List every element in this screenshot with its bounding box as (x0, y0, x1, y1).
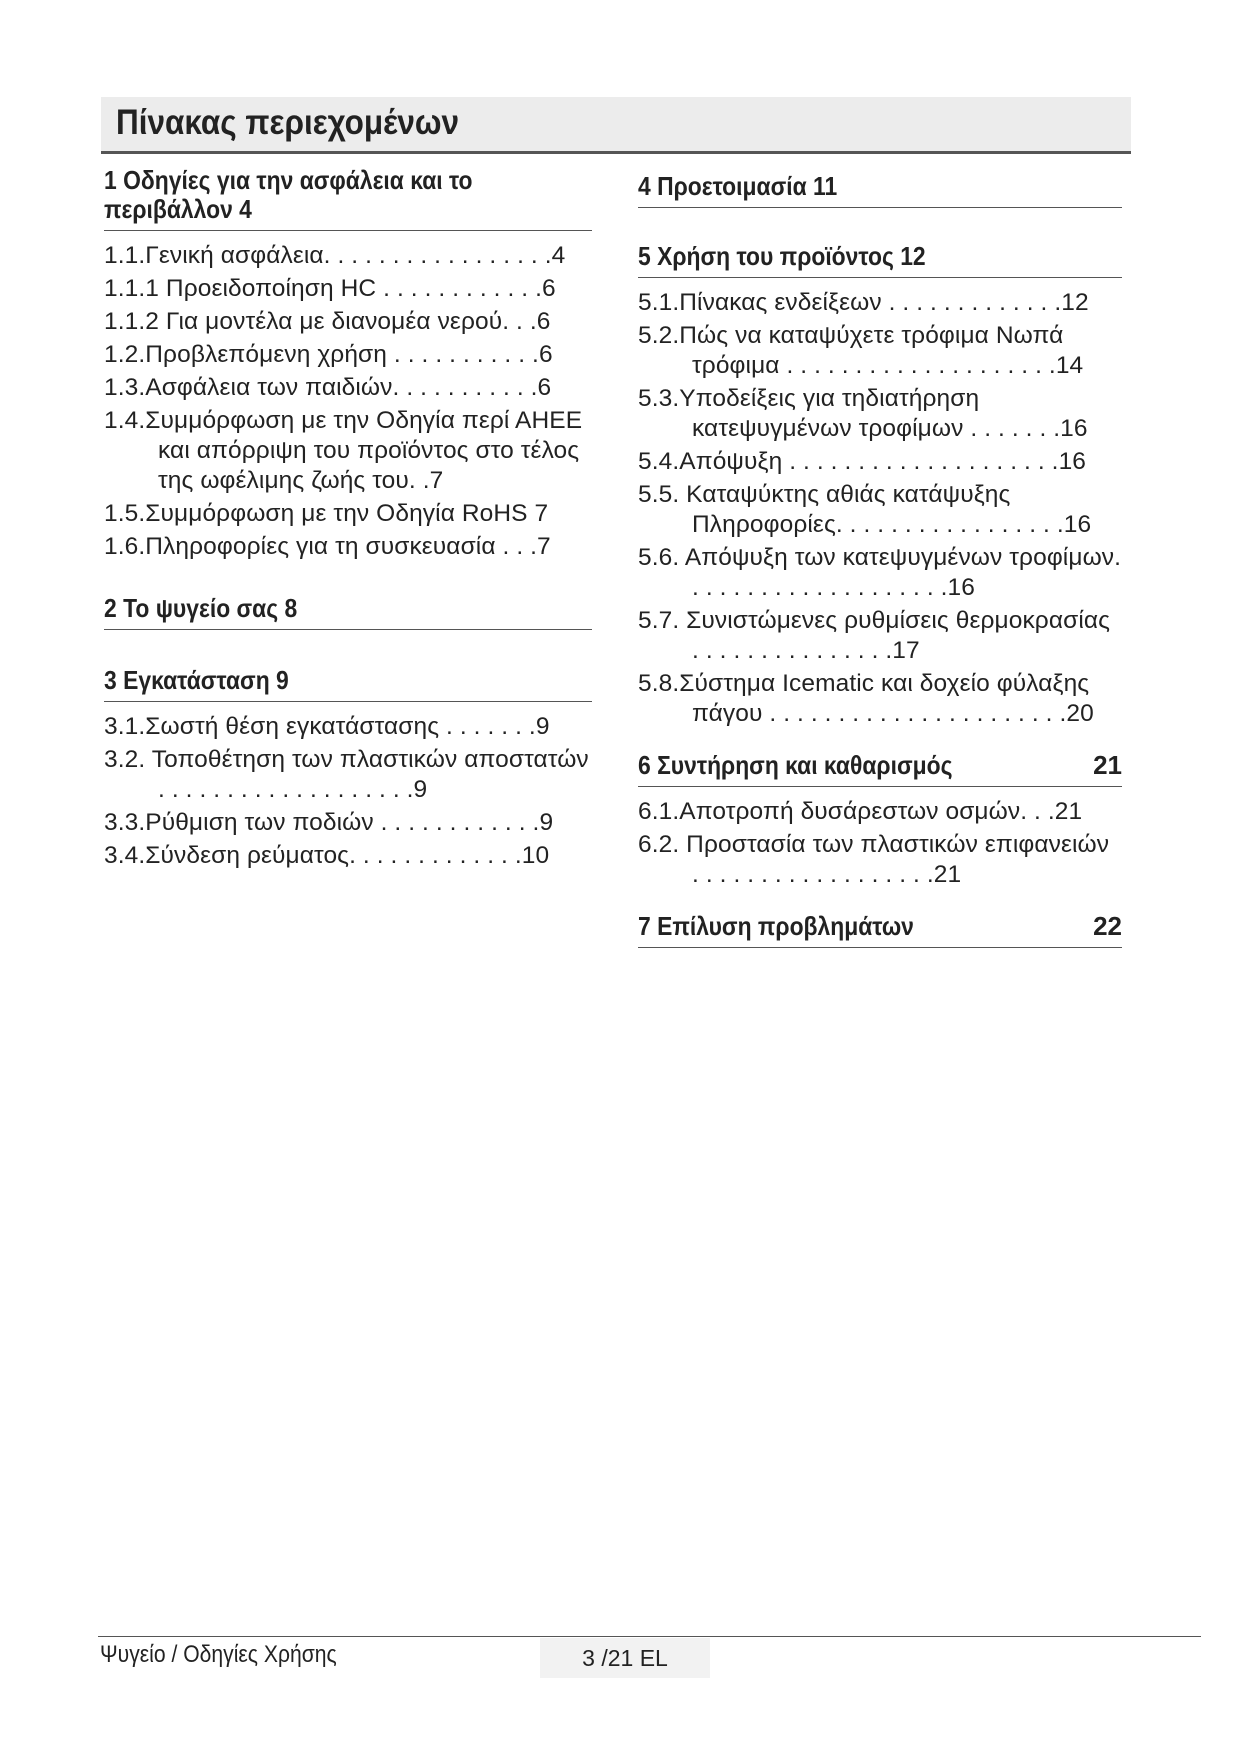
toc-entry[interactable]: 5.4.Απόψυξη . . . . . . . . . . . . . . . . . . . .16 (638, 448, 1087, 475)
toc-section-5 (638, 242, 1122, 729)
toc-heading-label: 4 Προετοιμασία 11 (638, 171, 838, 201)
toc-heading-label: 1 Οδηγίες για την ασφάλεια και το περιβάλλον 4 (104, 165, 473, 224)
toc-section-heading[interactable] (638, 751, 1122, 787)
toc-heading-label: 7 Επίλυση προβλημάτων (638, 911, 914, 941)
toc-entry[interactable]: 3.2. Τοποθέτηση των πλαστικών αποστατών . . . . . . . . . . . . . . . . . . .9 (104, 746, 589, 803)
toc-entry[interactable]: 5.8.Σύστημα Icematic και δοχείο φύλαξης πάγου . . . . . . . . . . . . . . . . . . . . . .20 (638, 670, 1094, 727)
toc-section-heading[interactable] (638, 242, 1122, 278)
toc-entry[interactable]: 6.1.Αποτροπή δυσάρεστων οσμών. . .21 (638, 798, 1083, 825)
toc-entry[interactable]: 3.3.Ρύθμιση των ποδιών . . . . . . . . . . . .9 (104, 809, 554, 836)
toc-section-heading[interactable] (638, 912, 1122, 948)
toc-entry[interactable]: 3.4.Σύνδεση ρεύματος. . . . . . . . . . . . .10 (104, 842, 550, 869)
toc-heading-label: 6 Συντήρηση και καθαρισμός (638, 750, 953, 780)
toc-entry[interactable]: 5.3.Υποδείξεις για τηδιατήρηση κατεψυγμένων τροφίμων . . . . . . .16 (638, 385, 1088, 442)
toc-heading-page: 21 (1093, 750, 1122, 780)
title-bar (101, 97, 1131, 154)
toc-entry[interactable]: 1.1.2 Για μοντέλα με διανομέα νερού. . .6 (104, 308, 551, 335)
toc-section-7 (638, 912, 1122, 948)
toc-entry[interactable]: 1.2.Προβλεπόμενη χρήση . . . . . . . . . . .6 (104, 341, 553, 368)
toc-entries (638, 288, 1122, 729)
toc-entries (104, 241, 592, 562)
toc-heading-page: 22 (1093, 911, 1122, 941)
toc-entry[interactable]: 1.6.Πληροφορίες για τη συσκευασία . . .7 (104, 533, 551, 560)
toc-section-heading[interactable] (104, 666, 592, 702)
toc-entry[interactable]: 1.3.Ασφάλεια των παιδιών. . . . . . . . . . .6 (104, 374, 552, 401)
toc-entry[interactable]: 1.5.Συμμόρφωση με την Οδηγία RoHS 7 (104, 500, 549, 527)
toc-entry[interactable]: 1.4.Συμμόρφωση με την Οδηγία περί ΑΗΕΕ και απόρριψη του προϊόντος στο τέλος της ωφέλιμης ζωής του. .7 (104, 407, 583, 494)
toc-heading-label: 3 Εγκατάσταση 9 (104, 665, 289, 695)
toc-section-heading[interactable] (104, 166, 592, 231)
toc-section-1 (104, 166, 592, 562)
toc-entry[interactable]: 5.7. Συνιστώμενες ρυθμίσεις θερμοκρασίας . . . . . . . . . . . . . . .17 (638, 607, 1111, 664)
footer-page-number: 3 /21 EL (540, 1638, 710, 1678)
toc-section-4 (638, 172, 1122, 208)
toc-left-column (104, 166, 592, 874)
footer-document-title: Ψυγείο / Οδηγίες Χρήσης (100, 1641, 337, 1668)
toc-entry[interactable]: 5.5. Καταψύκτης αθιάς κατάψυξης Πληροφορίες. . . . . . . . . . . . . . . . .16 (638, 481, 1092, 538)
toc-section-3 (104, 666, 592, 871)
toc-entry[interactable]: 5.1.Πίνακας ενδείξεων . . . . . . . . . . . . .12 (638, 289, 1089, 316)
toc-right-column (638, 166, 1122, 948)
toc-entry[interactable]: 1.1.1 Προειδοποίηση HC . . . . . . . . . . . .6 (104, 275, 556, 302)
toc-entry[interactable]: 1.1.Γενική ασφάλεια. . . . . . . . . . . . . . . . .4 (104, 242, 566, 269)
toc-entries (104, 712, 592, 871)
toc-entries (638, 797, 1122, 890)
toc-entry[interactable]: 5.6. Απόψυξη των κατεψυγμένων τροφίμων. . . . . . . . . . . . . . . . . . . .16 (638, 544, 1122, 601)
toc-entry[interactable]: 6.2. Προστασία των πλαστικών επιφανειών . . . . . . . . . . . . . . . . . .21 (638, 831, 1110, 888)
toc-entry[interactable]: 3.1.Σωστή θέση εγκατάστασης . . . . . . .9 (104, 713, 550, 740)
toc-heading-label: 5 Χρήση του προϊόντος 12 (638, 241, 926, 271)
toc-section-6 (638, 751, 1122, 890)
footer-divider (98, 1636, 1201, 1637)
toc-entry[interactable]: 5.2.Πώς να καταψύχετε τρόφιμα Νωπά τρόφιμα . . . . . . . . . . . . . . . . . . . .14 (638, 322, 1084, 379)
toc-heading-label: 2 Το ψυγείο σας 8 (104, 593, 298, 623)
toc-section-heading[interactable] (104, 594, 592, 630)
toc-section-2 (104, 594, 592, 630)
toc-section-heading[interactable] (638, 172, 1122, 208)
page-title: Πίνακας περιεχομένων (116, 103, 460, 142)
